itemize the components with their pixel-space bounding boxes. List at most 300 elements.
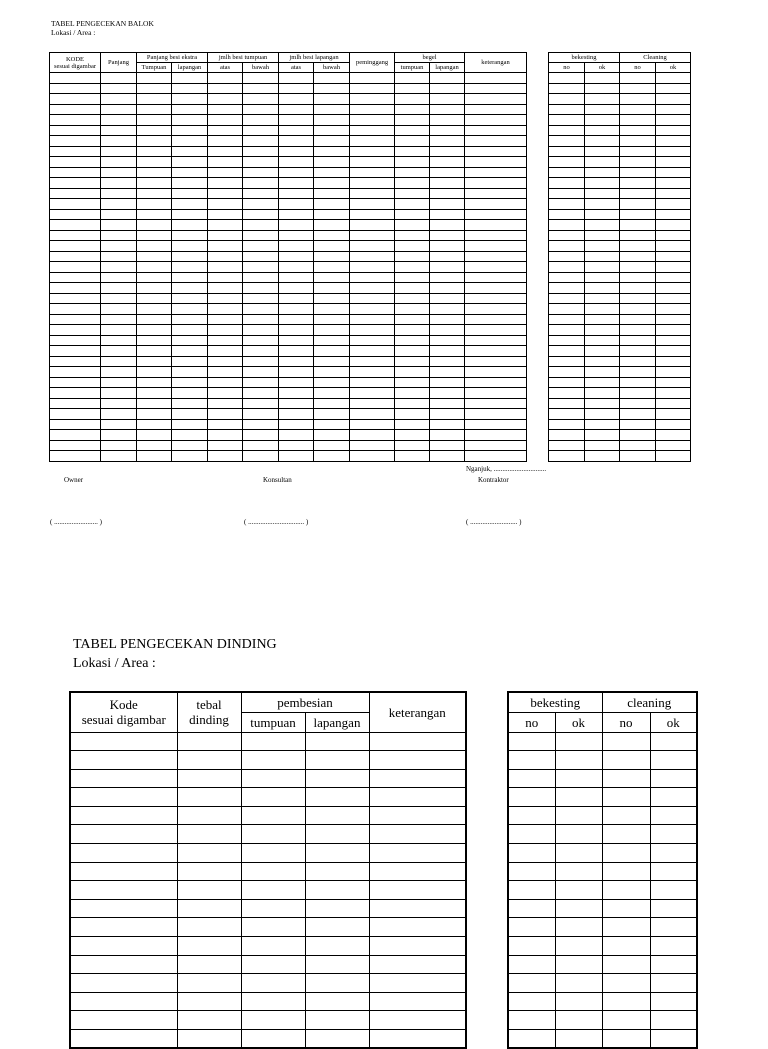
empty-cell: [602, 881, 650, 900]
empty-cell: [137, 451, 172, 462]
empty-cell: [549, 73, 585, 84]
empty-cell: [172, 136, 208, 147]
empty-cell: [101, 115, 137, 126]
empty-cell: [208, 136, 243, 147]
empty-cell: [350, 104, 395, 115]
empty-cell: [369, 732, 466, 751]
table-row: [50, 451, 527, 462]
konsultan-signature-blank: ( ................................ ): [244, 518, 309, 526]
empty-cell: [465, 388, 527, 399]
table-row: [549, 167, 691, 178]
empty-cell: [101, 356, 137, 367]
empty-cell: [650, 955, 697, 974]
empty-cell: [305, 769, 369, 788]
dinding-title: TABEL PENGECEKAN DINDING: [73, 637, 277, 652]
empty-cell: [243, 419, 279, 430]
empty-cell: [555, 862, 602, 881]
empty-cell: [620, 367, 656, 378]
empty-cell: [137, 220, 172, 231]
empty-cell: [620, 262, 656, 273]
empty-cell: [549, 146, 585, 157]
balok-tumpuan-sub: Tumpuan: [137, 63, 172, 73]
empty-cell: [350, 325, 395, 336]
table-row: [50, 157, 527, 168]
empty-cell: [395, 167, 430, 178]
empty-cell: [465, 241, 527, 252]
empty-cell: [101, 388, 137, 399]
empty-cell: [350, 335, 395, 346]
empty-cell: [395, 272, 430, 283]
empty-cell: [549, 125, 585, 136]
empty-cell: [177, 992, 241, 1011]
empty-cell: [369, 825, 466, 844]
empty-cell: [465, 430, 527, 441]
empty-cell: [656, 188, 691, 199]
empty-cell: [279, 251, 314, 262]
empty-cell: [101, 398, 137, 409]
empty-cell: [656, 367, 691, 378]
empty-cell: [585, 335, 620, 346]
empty-cell: [137, 157, 172, 168]
table-row: [70, 825, 466, 844]
empty-cell: [243, 304, 279, 315]
empty-cell: [620, 251, 656, 262]
empty-cell: [620, 83, 656, 94]
empty-cell: [101, 230, 137, 241]
table-row: [70, 806, 466, 825]
empty-cell: [430, 104, 465, 115]
empty-cell: [508, 862, 555, 881]
empty-cell: [241, 825, 305, 844]
empty-cell: [585, 167, 620, 178]
table-row: [50, 209, 527, 220]
empty-cell: [305, 806, 369, 825]
table-row: [70, 862, 466, 881]
empty-cell: [585, 398, 620, 409]
empty-cell: [350, 283, 395, 294]
empty-cell: [137, 146, 172, 157]
empty-cell: [208, 325, 243, 336]
empty-cell: [350, 451, 395, 462]
empty-cell: [620, 209, 656, 220]
table-row: [50, 304, 527, 315]
empty-cell: [314, 272, 350, 283]
empty-cell: [314, 346, 350, 357]
table-row: [549, 178, 691, 189]
table-row: [549, 304, 691, 315]
empty-cell: [208, 440, 243, 451]
empty-cell: [369, 806, 466, 825]
table-row: [549, 272, 691, 283]
empty-cell: [430, 209, 465, 220]
empty-cell: [208, 199, 243, 210]
empty-cell: [549, 136, 585, 147]
empty-cell: [549, 304, 585, 315]
empty-cell: [305, 899, 369, 918]
empty-cell: [305, 1030, 369, 1049]
empty-cell: [208, 283, 243, 294]
empty-cell: [585, 293, 620, 304]
empty-cell: [279, 115, 314, 126]
table-row: [549, 419, 691, 430]
empty-cell: [350, 199, 395, 210]
empty-cell: [314, 325, 350, 336]
table-row: [70, 1030, 466, 1049]
empty-cell: [465, 440, 527, 451]
empty-cell: [279, 293, 314, 304]
empty-cell: [50, 346, 101, 357]
empty-cell: [101, 146, 137, 157]
empty-cell: [465, 262, 527, 273]
empty-cell: [101, 199, 137, 210]
empty-cell: [177, 862, 241, 881]
empty-cell: [585, 199, 620, 210]
dinding-cleaning-no: no: [602, 712, 650, 732]
empty-cell: [279, 304, 314, 315]
table-row: [50, 136, 527, 147]
empty-cell: [172, 167, 208, 178]
empty-cell: [465, 157, 527, 168]
table-row: [70, 955, 466, 974]
empty-cell: [350, 314, 395, 325]
empty-cell: [243, 178, 279, 189]
empty-cell: [314, 388, 350, 399]
empty-cell: [241, 992, 305, 1011]
empty-cell: [620, 157, 656, 168]
empty-cell: [395, 136, 430, 147]
table-row: [549, 356, 691, 367]
empty-cell: [620, 146, 656, 157]
empty-cell: [137, 409, 172, 420]
empty-cell: [137, 209, 172, 220]
empty-cell: [208, 430, 243, 441]
dinding-cleaning-ok: ok: [650, 712, 697, 732]
empty-cell: [101, 346, 137, 357]
table-row: [549, 136, 691, 147]
empty-cell: [243, 125, 279, 136]
empty-cell: [314, 136, 350, 147]
empty-cell: [279, 325, 314, 336]
empty-cell: [350, 419, 395, 430]
empty-cell: [279, 388, 314, 399]
empty-cell: [208, 293, 243, 304]
empty-cell: [656, 230, 691, 241]
table-row: [508, 918, 697, 937]
empty-cell: [241, 899, 305, 918]
empty-cell: [172, 73, 208, 84]
balok-bekesting-no: no: [549, 63, 585, 73]
empty-cell: [656, 314, 691, 325]
table-row: [50, 346, 527, 357]
empty-cell: [101, 83, 137, 94]
table-row: [50, 419, 527, 430]
empty-cell: [620, 94, 656, 105]
table-row: [50, 440, 527, 451]
empty-cell: [305, 825, 369, 844]
balok-peminggang-header: peminggang: [350, 53, 395, 73]
empty-cell: [656, 199, 691, 210]
empty-cell: [177, 825, 241, 844]
empty-cell: [279, 419, 314, 430]
empty-cell: [395, 451, 430, 462]
empty-cell: [620, 440, 656, 451]
empty-cell: [350, 304, 395, 315]
empty-cell: [585, 272, 620, 283]
empty-cell: [549, 346, 585, 357]
table-row: [50, 293, 527, 304]
empty-cell: [350, 178, 395, 189]
empty-cell: [101, 430, 137, 441]
table-row: [50, 241, 527, 252]
empty-cell: [172, 356, 208, 367]
empty-cell: [208, 335, 243, 346]
table-row: [549, 430, 691, 441]
empty-cell: [50, 430, 101, 441]
empty-cell: [549, 356, 585, 367]
table-row: [549, 440, 691, 451]
empty-cell: [620, 241, 656, 252]
table-row: [50, 94, 527, 105]
empty-cell: [208, 388, 243, 399]
table-row: [549, 262, 691, 273]
empty-cell: [172, 146, 208, 157]
empty-cell: [465, 178, 527, 189]
table-row: [50, 146, 527, 157]
empty-cell: [314, 451, 350, 462]
empty-cell: [50, 157, 101, 168]
empty-cell: [243, 251, 279, 262]
empty-cell: [508, 769, 555, 788]
empty-cell: [465, 167, 527, 178]
empty-cell: [50, 230, 101, 241]
table-row: [549, 325, 691, 336]
empty-cell: [430, 388, 465, 399]
empty-cell: [50, 251, 101, 262]
empty-cell: [508, 806, 555, 825]
empty-cell: [549, 209, 585, 220]
empty-cell: [208, 104, 243, 115]
balok-side-header-row-2: [549, 63, 691, 73]
empty-cell: [465, 188, 527, 199]
empty-cell: [137, 188, 172, 199]
empty-cell: [650, 788, 697, 807]
empty-cell: [656, 335, 691, 346]
empty-cell: [549, 293, 585, 304]
empty-cell: [650, 881, 697, 900]
empty-cell: [350, 188, 395, 199]
empty-cell: [430, 125, 465, 136]
empty-cell: [656, 83, 691, 94]
empty-cell: [369, 899, 466, 918]
empty-cell: [369, 844, 466, 863]
empty-cell: [101, 188, 137, 199]
empty-cell: [395, 388, 430, 399]
empty-cell: [650, 918, 697, 937]
empty-cell: [314, 220, 350, 231]
empty-cell: [279, 346, 314, 357]
empty-cell: [101, 178, 137, 189]
empty-cell: [430, 251, 465, 262]
empty-cell: [555, 825, 602, 844]
balok-keterangan-header: keterangan: [465, 53, 527, 73]
empty-cell: [656, 325, 691, 336]
table-row: [549, 230, 691, 241]
empty-cell: [555, 751, 602, 770]
empty-cell: [650, 769, 697, 788]
table-row: [50, 73, 527, 84]
empty-cell: [369, 862, 466, 881]
empty-cell: [305, 918, 369, 937]
empty-cell: [650, 844, 697, 863]
empty-cell: [208, 409, 243, 420]
empty-cell: [350, 356, 395, 367]
empty-cell: [430, 398, 465, 409]
empty-cell: [279, 451, 314, 462]
empty-cell: [208, 230, 243, 241]
empty-cell: [314, 241, 350, 252]
empty-cell: [305, 937, 369, 956]
table-row: [549, 157, 691, 168]
empty-cell: [172, 388, 208, 399]
empty-cell: [243, 230, 279, 241]
empty-cell: [549, 388, 585, 399]
dinding-bekesting-header: bekesting: [508, 692, 602, 712]
table-row: [549, 83, 691, 94]
empty-cell: [602, 788, 650, 807]
empty-cell: [549, 377, 585, 388]
empty-cell: [585, 241, 620, 252]
empty-cell: [50, 440, 101, 451]
table-row: [508, 788, 697, 807]
empty-cell: [279, 367, 314, 378]
empty-cell: [650, 974, 697, 993]
empty-cell: [101, 283, 137, 294]
table-row: [549, 94, 691, 105]
empty-cell: [50, 73, 101, 84]
empty-cell: [101, 325, 137, 336]
empty-cell: [137, 377, 172, 388]
table-row: [50, 83, 527, 94]
table-row: [508, 806, 697, 825]
empty-cell: [279, 146, 314, 157]
empty-cell: [208, 377, 243, 388]
table-row: [549, 283, 691, 294]
empty-cell: [395, 94, 430, 105]
empty-cell: [243, 367, 279, 378]
table-row: [549, 104, 691, 115]
empty-cell: [620, 346, 656, 357]
table-row: [549, 188, 691, 199]
empty-cell: [243, 220, 279, 231]
balok-begel-tumpuan-sub: tumpuan: [395, 63, 430, 73]
empty-cell: [279, 335, 314, 346]
empty-cell: [101, 367, 137, 378]
empty-cell: [101, 304, 137, 315]
table-row: [549, 209, 691, 220]
empty-cell: [50, 94, 101, 105]
empty-cell: [585, 83, 620, 94]
empty-cell: [350, 136, 395, 147]
empty-cell: [350, 377, 395, 388]
empty-cell: [70, 955, 177, 974]
empty-cell: [314, 125, 350, 136]
empty-cell: [172, 241, 208, 252]
empty-cell: [650, 992, 697, 1011]
empty-cell: [101, 251, 137, 262]
empty-cell: [650, 937, 697, 956]
table-row: [508, 732, 697, 751]
empty-cell: [508, 844, 555, 863]
empty-cell: [50, 293, 101, 304]
empty-cell: [350, 230, 395, 241]
empty-cell: [585, 377, 620, 388]
empty-cell: [208, 73, 243, 84]
empty-cell: [279, 440, 314, 451]
empty-cell: [208, 157, 243, 168]
empty-cell: [137, 293, 172, 304]
empty-cell: [350, 409, 395, 420]
empty-cell: [395, 440, 430, 451]
balok-header-row-1: [50, 53, 527, 63]
empty-cell: [137, 199, 172, 210]
empty-cell: [177, 881, 241, 900]
empty-cell: [243, 115, 279, 126]
empty-cell: [465, 356, 527, 367]
table-row: [549, 398, 691, 409]
kontraktor-label: Kontraktor: [478, 476, 509, 484]
empty-cell: [430, 325, 465, 336]
empty-cell: [243, 157, 279, 168]
empty-cell: [395, 188, 430, 199]
table-row: [549, 241, 691, 252]
empty-cell: [369, 788, 466, 807]
empty-cell: [208, 251, 243, 262]
empty-cell: [101, 104, 137, 115]
empty-cell: [50, 409, 101, 420]
empty-cell: [243, 440, 279, 451]
empty-cell: [549, 325, 585, 336]
empty-cell: [137, 335, 172, 346]
empty-cell: [137, 398, 172, 409]
empty-cell: [208, 314, 243, 325]
table-row: [70, 788, 466, 807]
empty-cell: [101, 293, 137, 304]
empty-cell: [369, 1011, 466, 1030]
empty-cell: [430, 115, 465, 126]
balok-main-table: [49, 52, 527, 462]
empty-cell: [172, 314, 208, 325]
empty-cell: [430, 94, 465, 105]
empty-cell: [508, 788, 555, 807]
table-row: [50, 356, 527, 367]
empty-cell: [243, 293, 279, 304]
empty-cell: [172, 104, 208, 115]
empty-cell: [314, 230, 350, 241]
empty-cell: [549, 262, 585, 273]
empty-cell: [620, 125, 656, 136]
empty-cell: [243, 136, 279, 147]
empty-cell: [620, 230, 656, 241]
table-row: [508, 825, 697, 844]
empty-cell: [549, 272, 585, 283]
empty-cell: [602, 806, 650, 825]
empty-cell: [555, 788, 602, 807]
empty-cell: [279, 398, 314, 409]
empty-cell: [350, 440, 395, 451]
empty-cell: [137, 346, 172, 357]
empty-cell: [279, 199, 314, 210]
empty-cell: [395, 157, 430, 168]
